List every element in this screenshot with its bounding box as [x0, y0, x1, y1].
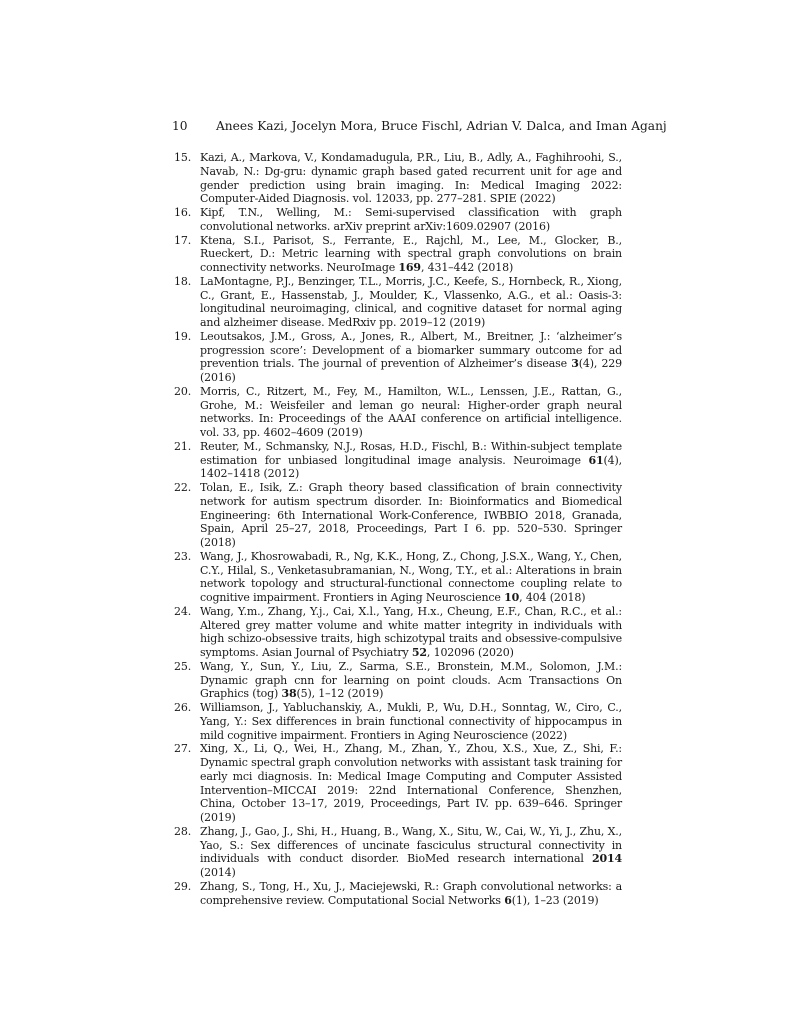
reference-volume: 52	[411, 646, 427, 659]
running-head	[172, 118, 667, 134]
reference-text: Ktena, S.I., Parisot, S., Ferrante, E., Rajchl, M., Lee, M., Glocker, B., Rueckert, D.: Metric learning with spectral graph convolutions on brain connectivity networks. NeuroImage	[200, 233, 622, 274]
reference-number: 22.	[174, 481, 192, 494]
reference-number: 18.	[174, 274, 192, 288]
reference-item	[174, 660, 622, 701]
reference-number: 27.	[174, 742, 192, 756]
reference-text: Kazi, A., Markova, V., Kondamadugula, P.R., Liu, B., Adly, A., Faghihroohi, S., Navab, N.: Dg-gru: dynamic graph based gated recurrent unit for age and gender prediction using brain imaging. In: Medical Imaging 2022: Computer-Aided Diagnosis. vol. 12033, pp. 277–281. SPIE (2022)	[200, 151, 622, 206]
reference-number: 29.	[174, 879, 192, 893]
reference-item	[174, 880, 622, 908]
reference-text: Morris, C., Ritzert, M., Fey, M., Hamilton, W.L., Lenssen, J.E., Rattan, G., Grohe, M.: Weisfeiler and leman go neural: Higher-order graph neural networks. In: Proceedings of the AAAI conference on artificial intelligence. vol. 33, pp. 4602–4609 (2019)	[200, 384, 622, 439]
reference-number: 24.	[174, 604, 192, 618]
reference-text: (1), 1–23 (2019)	[511, 893, 599, 907]
reference-number: 23.	[174, 549, 192, 563]
reference-text: Zhang, J., Gao, J., Shi, H., Huang, B., Wang, X., Situ, W., Cai, W., Yi, J., Zhu, X., Yao, S.: Sex differences of uncinate fasciculus structural connectivity in individuals with conduct disorder. BioMed research international	[200, 824, 622, 866]
reference-text: Leoutsakos, J.M., Gross, A., Jones, R., Albert, M., Breitner, J.: ‘alzheimer’s progression score’: Development of a biomarker summary outcome for ad prevention trials. The journal of prevention of Alzheimer’s disease	[200, 329, 622, 371]
reference-text: , 431–442 (2018)	[420, 261, 514, 274]
reference-text: Wang, J., Khosrowabadi, R., Ng, K.K., Hong, Z., Chong, J.S.X., Wang, Y., Chen, C.Y., Hilal, S., Venketasubramanian, N., Wong, T.Y., et al.: Alterations in brain network topology and structural-functional connectome coupling relate to cognitive impairment. Frontiers in Aging Neuroscience	[200, 549, 622, 604]
reference-item	[174, 151, 622, 206]
reference-text: Kipf, T.N., Welling, M.: Semi-supervised classification with graph convolutional networks. arXiv preprint arXiv:1609.02907 (2016)	[200, 206, 622, 233]
reference-number: 17.	[174, 233, 192, 247]
reference-item	[174, 385, 622, 440]
running-head-authors: Anees Kazi, Jocelyn Mora, Bruce Fischl, Adrian V. Dalca, and Iman Aganj	[216, 119, 667, 133]
reference-item	[174, 206, 622, 234]
reference-number: 21.	[174, 439, 192, 453]
reference-item	[174, 550, 622, 605]
reference-text: (4), 1402–1418 (2012)	[200, 453, 622, 481]
reference-item	[174, 440, 622, 481]
reference-text: Zhang, S., Tong, H., Xu, J., Maciejewski, R.: Graph convolutional networks: a comprehensive review. Computational Social Networks	[200, 879, 622, 907]
reference-number: 26.	[174, 701, 192, 714]
reference-item	[174, 275, 622, 330]
reference-text: , 404 (2018)	[519, 591, 586, 604]
reference-volume: 3	[571, 357, 579, 371]
reference-item	[174, 825, 622, 880]
reference-text: LaMontagne, P.J., Benzinger, T.L., Morris, J.C., Keefe, S., Hornbeck, R., Xiong, C., Grant, E., Hassenstab, J., Moulder, K., Vlassenko, A.G., et al.: Oasis-3: longitudinal neuroimaging, clinical, and cognitive dataset for normal aging and alzheimer disease. MedRxiv pp. 2019–12 (2019)	[200, 274, 622, 329]
reference-text: (5), 1–12 (2019)	[296, 687, 384, 701]
reference-text: Tolan, E., Isik, Z.: Graph theory based classification of brain connectivity network for autism spectrum disorder. In: Bioinformatics and Biomedical Engineering: 6th International Work-Conference, IWBBIO 2018, Granada, Spain, April 25–27, 2018, Proceedings, Part I 6. pp. 520–530. Springer (2018)	[200, 481, 622, 549]
reference-item	[174, 330, 622, 385]
reference-text: Xing, X., Li, Q., Wei, H., Zhang, M., Zhan, Y., Zhou, X.S., Xue, Z., Shi, F.: Dynamic spectral graph convolution networks with assistant task training for early mci diagnosis. In: Medical Image Computing and Computer Assisted Intervention–MICCAI 2019: 22nd International Conference, Shenzhen, China, October 13–17, 2019, Proceedings, Part IV. pp. 639–646. Springer (2019)	[200, 742, 622, 824]
reference-volume: 6	[504, 893, 512, 907]
page-number: 10	[172, 119, 188, 133]
reference-volume: 169	[398, 261, 421, 274]
reference-item	[174, 481, 622, 550]
reference-volume: 61	[588, 453, 604, 467]
reference-text: , 102096 (2020)	[426, 646, 514, 659]
reference-item	[174, 234, 622, 275]
reference-number: 20.	[174, 384, 192, 398]
reference-volume: 10	[504, 591, 520, 604]
reference-text: Williamson, J., Yabluchanskiy, A., Mukli, P., Wu, D.H., Sonntag, W., Ciro, C., Yang, Y.: Sex differences in brain functional connectivity of hippocampus in mild cognitive impairment. Frontiers in Aging Neuroscience (2022)	[200, 701, 622, 742]
reference-text: Wang, Y.m., Zhang, Y.j., Cai, X.l., Yang, H.x., Cheung, E.F., Chan, R.C., et al.: Altered grey matter volume and white matter integrity in individuals with high schizo-obsessive traits, high schizotypal traits and obsessive-compulsive symptoms. Asian Journal of Psychiatry	[200, 604, 622, 659]
reference-number: 19.	[174, 329, 192, 343]
reference-item	[174, 701, 622, 742]
reference-volume: 2014	[591, 852, 622, 866]
reference-volume: 38	[281, 687, 297, 701]
reference-item	[174, 742, 622, 825]
reference-list	[174, 151, 622, 907]
reference-number: 28.	[174, 824, 192, 838]
reference-item	[174, 605, 622, 660]
reference-number: 16.	[174, 206, 192, 219]
reference-text: (2014)	[200, 866, 236, 879]
reference-text: Wang, Y., Sun, Y., Liu, Z., Sarma, S.E., Bronstein, M.M., Solomon, J.M.: Dynamic graph cnn for learning on point clouds. Acm Transactions On Graphics (tog)	[200, 659, 622, 701]
reference-number: 25.	[174, 659, 192, 673]
reference-text: (4), 229 (2016)	[200, 357, 622, 384]
reference-number: 15.	[174, 151, 192, 164]
reference-text: Reuter, M., Schmansky, N.J., Rosas, H.D., Fischl, B.: Within-subject template estimation for unbiased longitudinal image analysis. Neuroimage	[200, 439, 622, 467]
